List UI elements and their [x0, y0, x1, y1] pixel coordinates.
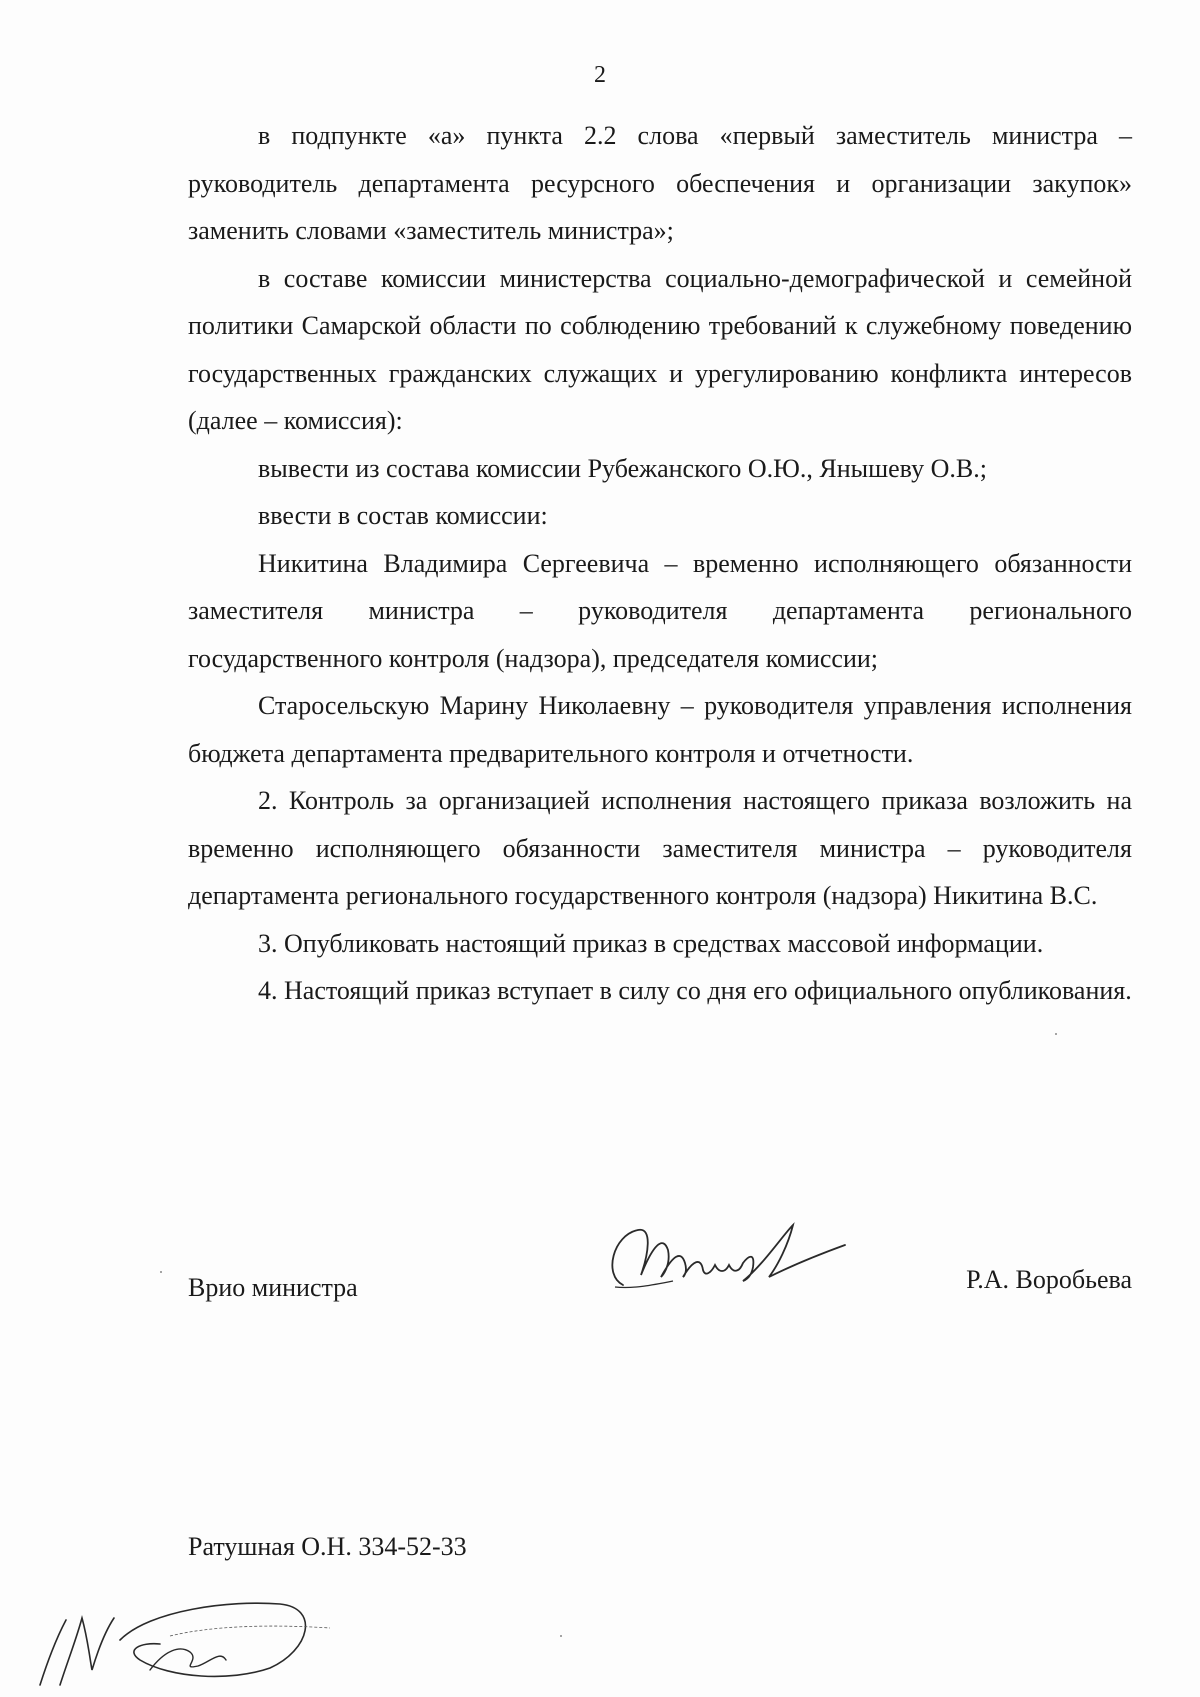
- scan-speck: [1055, 1033, 1057, 1035]
- paragraph: Никитина Владимира Сергеевича – временно исполняющего обязанности заместителя министра – руководителя департамента регионального государственного контроля (надзора), председателя комиссии;: [188, 548, 1132, 673]
- paragraph: в подпункте «а» пункта 2.2 слова «первый заместитель министра – руководитель департамента ресурсного обеспечения и организации закупок» заменить словами «заместитель министра»;: [188, 121, 1132, 245]
- paragraph: Старосельскую Марину Николаевну – руководителя управления исполнения бюджета департамента предварительного контроля и отчетности.: [188, 691, 1132, 768]
- handwritten-initials: [30, 1590, 350, 1690]
- document-body: [188, 112, 1132, 1015]
- signer-name: Р.А. Воробьева: [966, 1265, 1132, 1294]
- scan-speck: [560, 1635, 562, 1637]
- paragraph: вывести из состава комиссии Рубежанского О.Ю., Янышеву О.В.;: [258, 453, 987, 483]
- executor-contact: Ратушная О.Н. 334-52-33: [188, 1532, 467, 1561]
- handwritten-signature: [593, 1215, 853, 1305]
- paragraph: ввести в состав комиссии:: [258, 501, 548, 530]
- paragraph: 4. Настоящий приказ вступает в силу со дня его официального опубликования.: [258, 976, 1132, 1005]
- paragraph: в составе комиссии министерства социально-демографической и семейной политики Самарской области по соблюдению требований к служебному поведению государственных гражданских служащих и урегулированию конфликта интересов (далее – комиссия):: [188, 263, 1132, 435]
- signer-title: Врио министра: [188, 1273, 358, 1302]
- signature-block: [188, 1245, 1132, 1325]
- paragraph: 2. Контроль за организацией исполнения настоящего приказа возложить на временно исполняющего обязанности заместителя министра – руководителя департамента регионального государственного контроля (надзора) Никитина В.С.: [188, 786, 1132, 910]
- scan-speck: [160, 1271, 162, 1273]
- paragraph: 3. Опубликовать настоящий приказ в средствах массовой информации.: [258, 928, 1044, 958]
- page-number: 2: [594, 62, 606, 88]
